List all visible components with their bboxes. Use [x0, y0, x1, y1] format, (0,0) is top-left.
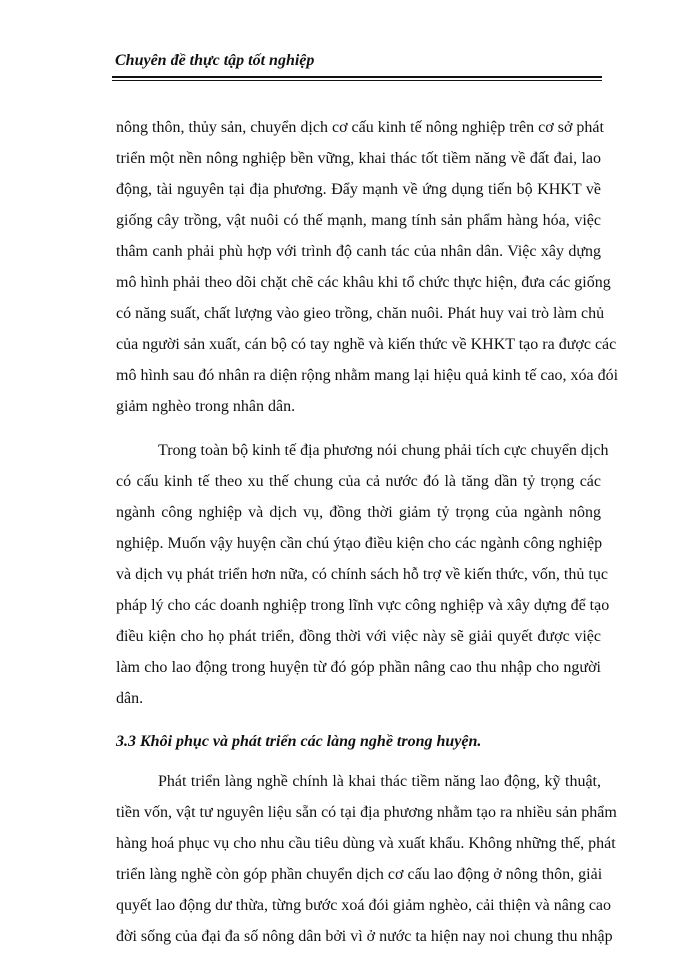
paragraph3-line: đời sống của đại đa số nông dân bởi vì ở nước ta hiện nay noi chung thu nhập — [116, 928, 613, 945]
header-divider — [112, 76, 602, 81]
paragraph2-line: điều kiện cho họ phát triển, đồng thời với việc này sẽ giải quyết được việc — [116, 628, 601, 645]
section-heading: 3.3 Khôi phục và phát triển các làng nghề trong huyện. — [116, 733, 482, 750]
page-header-title: Chuyên đề thực tập tốt nghiệp — [115, 52, 315, 69]
paragraph1-line-last: giảm nghèo trong nhân dân. — [116, 398, 296, 415]
paragraph2-line: pháp lý cho các doanh nghiệp trong lĩnh vực công nghiệp và xây dựng để tạo — [116, 597, 610, 614]
paragraph3-line: hàng hoá phục vụ cho nhu cầu tiêu dùng và xuất khẩu. Không những thế, phát — [116, 835, 616, 852]
paragraph2-line: nghiệp. Muốn vậy huyện cần chú ýtạo điều kiện cho các ngành công nghiệp — [116, 535, 603, 552]
paragraph1-line: triển một nền nông nghiệp bền vững, khai thác tốt tiềm năng về đất đai, lao — [116, 150, 601, 167]
paragraph1-line: mô hình phải theo dõi chặt chẽ các khâu khi tổ chức thực hiện, đưa các giống — [116, 274, 611, 291]
paragraph1-line: có năng suất, chất lượng vào gieo trồng, chăn nuôi. Phát huy vai trò làm chủ — [116, 305, 605, 322]
paragraph2-line: làm cho lao động trong huyện từ đó góp phần nâng cao thu nhập cho người — [116, 659, 601, 676]
paragraph2-line-last: dân. — [116, 690, 144, 707]
paragraph1-line: nông thôn, thủy sản, chuyển dịch cơ cấu kinh tế nông nghiệp trên cơ sở phát — [116, 119, 604, 136]
paragraph1-line: thâm canh phải phù hợp với trình độ canh tác của nhân dân. Việc xây dựng — [116, 243, 601, 260]
paragraph3-line: triển làng nghề còn góp phần chuyển dịch cơ cấu lao động ở nông thôn, giải — [116, 866, 603, 883]
paragraph1-line: giống cây trồng, vật nuôi có thế mạnh, mang tính sản phẩm hàng hóa, việc — [116, 212, 601, 229]
paragraph3-line-first: Phát triển làng nghề chính là khai thác tiềm năng lao động, kỹ thuật, — [158, 773, 601, 790]
paragraph3-line: tiền vốn, vật tư nguyên liệu sẵn có tại địa phương nhằm tạo ra nhiều sản phẩm — [116, 804, 617, 821]
paragraph2-line: và dịch vụ phát triển hơn nữa, có chính sách hỗ trợ về kiến thức, vốn, thủ tục — [116, 566, 608, 583]
paragraph1-line: động, tài nguyên tại địa phương. Đẩy mạnh về ứng dụng tiến bộ KHKT về — [116, 181, 601, 198]
paragraph2-line: có cấu kinh tế theo xu thế chung của cả nước đó là tăng dần tỷ trọng các — [116, 473, 601, 490]
paragraph1-line: của người sản xuất, cán bộ có tay nghề và kiến thức về KHKT tạo ra được các — [116, 336, 617, 353]
paragraph2-line-first: Trong toàn bộ kinh tế địa phương nói chung phải tích cực chuyển dịch — [158, 442, 609, 459]
paragraph2-line: ngành công nghiệp và dịch vụ, đồng thời giảm tỷ trọng của ngành nông — [116, 504, 601, 521]
paragraph3-line: quyết lao động dư thừa, từng bước xoá đói giảm nghèo, cải thiện và nâng cao — [116, 897, 612, 914]
paragraph1-line: mô hình sau đó nhân ra diện rộng nhằm mang lại hiệu quả kinh tế cao, xóa đói — [116, 367, 619, 384]
